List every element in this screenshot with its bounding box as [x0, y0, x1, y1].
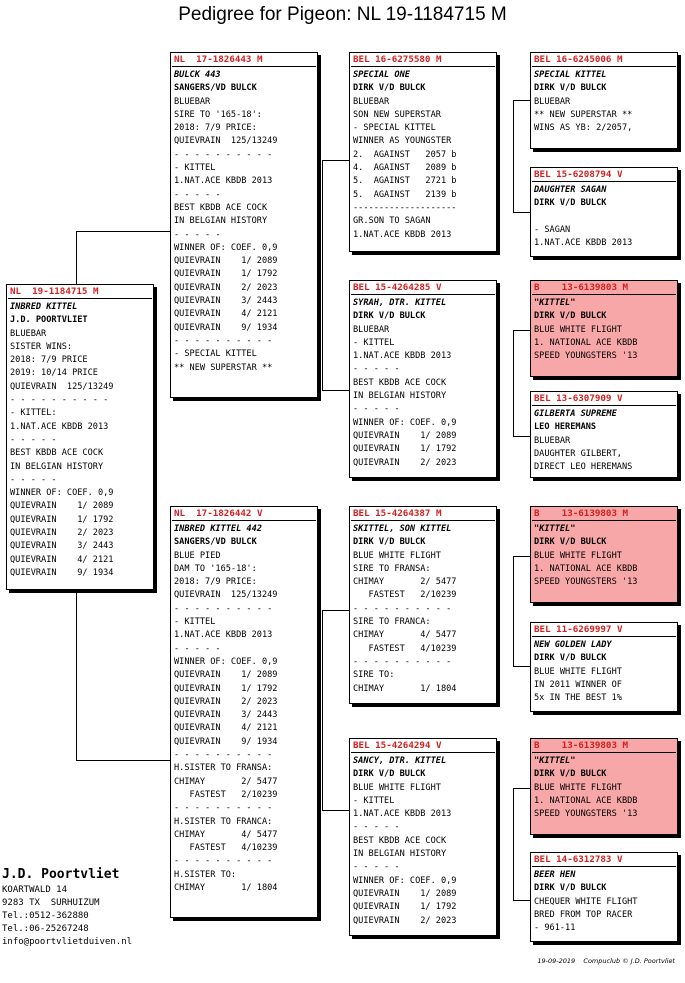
pedigree-note-line: BEST KBDB ACE COCK	[353, 377, 447, 388]
pedigree-note-line: QUIEVRAIN 4/ 2121	[174, 309, 278, 320]
pedigree-note-line: GR.SON TO SAGAN	[353, 216, 431, 227]
owner-address-line: KOARTWALD 14	[2, 885, 68, 895]
pedigree-note-line: BLUE WHITE FLIGHT	[534, 666, 622, 677]
pigeon-name: "KITTEL"	[534, 298, 576, 308]
pigeon-name: SPECIAL ONE	[353, 70, 410, 80]
pedigree-note-line: - - - - -	[353, 364, 400, 375]
owner-mobile: Tel.:06-25267248	[2, 924, 89, 934]
pedigree-note-line: BLUE WHITE FLIGHT	[353, 550, 441, 561]
owner-address-line: 9283 TX SURHUIZUM	[2, 898, 100, 908]
pedigree-note-line: 1.NAT.ACE KBDB 2013	[353, 351, 452, 362]
pedigree-note-line: CHIMAY 1/ 1804	[174, 883, 278, 894]
breeder-name: SANGERS/VD BULCK	[174, 537, 257, 548]
pedigree-note-line: QUIEVRAIN 1/ 1792	[174, 683, 278, 694]
pedigree-note-line: - KITTEL:	[10, 408, 57, 419]
ring-number: BEL 15-4264294 V	[353, 740, 442, 751]
pedigree-note-line: 2. AGAINST 2057 b	[353, 149, 457, 160]
pedigree-note-line: QUIEVRAIN 4/ 2121	[174, 723, 278, 734]
pedigree-note-line: FASTEST 4/10239	[174, 843, 278, 854]
pedigree-note-line: - - - - -	[353, 404, 400, 415]
card-divider	[172, 520, 316, 521]
pedigree-note-line: - SAGAN	[534, 224, 571, 235]
pedigree-note-line: - - - - - - - - - -	[174, 803, 273, 814]
pedigree-note-line: SPEED YOUNGSTERS '13	[534, 809, 638, 820]
pedigree-note-line: 4. AGAINST 2089 b	[353, 163, 457, 174]
pedigree-note-line: QUIEVRAIN 9/ 1934	[174, 322, 278, 333]
breeder-name: DIRK V/D BULCK	[534, 83, 607, 94]
pigeon-name: "KITTEL"	[534, 524, 576, 534]
card-divider	[351, 752, 495, 753]
pedigree-note-line: SIRE TO FRANSA:	[353, 563, 431, 574]
breeder-name: LEO HEREMANS	[534, 422, 597, 433]
pedigree-note-line: CHEQUER WHITE FLIGHT	[534, 896, 638, 907]
pedigree-note-line: QUIEVRAIN 1/ 2089	[353, 888, 457, 899]
pigeon-card-subject	[6, 284, 154, 590]
pedigree-note-line: 1.NAT.ACE KBDB 2013	[174, 630, 273, 641]
card-divider	[532, 520, 676, 521]
breeder-name: DIRK V/D BULCK	[534, 769, 607, 780]
pedigree-note-line: ** NEW SUPERSTAR **	[174, 362, 273, 373]
pedigree-note-line: - - - - - - - - - -	[174, 603, 273, 614]
pedigree-note-line: BLUE WHITE FLIGHT	[534, 550, 622, 561]
pedigree-note-line: - SPECIAL KITTEL	[353, 123, 436, 134]
connector-line	[513, 556, 530, 557]
ring-number: B 13-6139803 M	[534, 508, 629, 519]
pedigree-note-line: 1.NAT.ACE KBDB 2013	[353, 809, 452, 820]
card-divider	[532, 752, 676, 753]
breeder-name: SANGERS/VD BULCK	[174, 83, 257, 94]
pedigree-note-line: 1.NAT.ACE KBDB 2013	[10, 421, 109, 432]
pedigree-note-line: SPEED YOUNGSTERS '13	[534, 577, 638, 588]
pedigree-note-line: QUIEVRAIN 2/ 2023	[353, 457, 457, 468]
pigeon-name: SANCY, DTR. KITTEL	[353, 756, 447, 766]
card-divider	[172, 66, 316, 67]
owner-name: J.D. Poortvliet	[2, 867, 120, 882]
pedigree-note-line: 2018: 7/9 PRICE	[10, 355, 88, 366]
owner-block	[2, 866, 132, 949]
connector-line	[322, 810, 349, 811]
pedigree-note-line: - KITTEL	[353, 337, 395, 348]
pedigree-note-line: CHIMAY 2/ 5477	[353, 577, 457, 588]
pedigree-note-line: SIRE TO FRANCA:	[353, 617, 431, 628]
pedigree-note-line: BLUEBAR	[534, 435, 571, 446]
breeder-name: DIRK V/D BULCK	[353, 311, 426, 322]
pedigree-note-line: - - - - - - - - - -	[10, 395, 109, 406]
pigeon-card-ggp-7	[530, 738, 678, 835]
connector-line	[76, 231, 77, 284]
pedigree-note-line: QUIEVRAIN 1/ 1792	[353, 444, 457, 455]
pedigree-note-line: BLUEBAR	[10, 328, 47, 339]
pedigree-note-line: WINNER AS YOUNGSTER	[353, 136, 452, 147]
breeder-name: DIRK V/D BULCK	[534, 198, 607, 209]
connector-line	[76, 231, 170, 232]
ring-number: BEL 16-6245006 M	[534, 54, 623, 65]
pedigree-note-line: SPEED YOUNGSTERS '13	[534, 351, 638, 362]
connector-line	[322, 610, 349, 611]
ring-number: BEL 13-6307909 V	[534, 393, 623, 404]
pigeon-card-ggp-2	[530, 167, 678, 257]
ring-number: BEL 11-6269997 V	[534, 624, 623, 635]
pedigree-note-line: QUIEVRAIN 2/ 2023	[174, 696, 278, 707]
pedigree-note-line: 1. NATIONAL ACE KBDB	[534, 795, 638, 806]
connector-line	[513, 900, 530, 901]
pedigree-note-line: 2019: 10/14 PRICE	[10, 368, 98, 379]
breeder-name: DIRK V/D BULCK	[353, 769, 426, 780]
card-divider	[351, 294, 495, 295]
breeder-name: J.D. POORTVLIET	[10, 315, 88, 326]
pedigree-note-line: - - - - -	[174, 643, 221, 654]
pedigree-note-line: H.SISTER TO FRANSA:	[174, 763, 273, 774]
pedigree-note-line: QUIEVRAIN 1/ 2089	[174, 256, 278, 267]
pedigree-note-line: QUIEVRAIN 3/ 2443	[10, 541, 114, 552]
pedigree-note-line: FASTEST 4/10239	[353, 643, 457, 654]
ring-number: B 13-6139803 M	[534, 282, 629, 293]
pedigree-note-line: - - - - -	[10, 434, 57, 445]
pigeon-card-ggp-4	[530, 391, 678, 478]
pedigree-note-line: 1. NATIONAL ACE KBDB	[534, 563, 638, 574]
card-divider	[532, 405, 676, 406]
ring-number: NL 17-1826442 V	[174, 508, 263, 519]
connector-line	[513, 788, 530, 789]
pedigree-note-line: H.SISTER TO:	[174, 869, 237, 880]
pedigree-note-line: SISTER WINS:	[10, 341, 73, 352]
pedigree-note-line: QUIEVRAIN 1/ 2089	[174, 670, 278, 681]
pedigree-note-line: 1.NAT.ACE KBDB 2013	[353, 229, 452, 240]
pedigree-note-line: BLUEBAR	[353, 96, 390, 107]
pedigree-note-line: WINNER OF: COEF. 0,9	[353, 875, 457, 886]
ring-number: BEL 15-6208794 V	[534, 169, 623, 180]
pedigree-note-line: - - - - - - - - - -	[174, 149, 273, 160]
pedigree-note-line: - - - - - - - - - -	[174, 750, 273, 761]
connector-line	[513, 330, 530, 331]
breeder-name: DIRK V/D BULCK	[534, 311, 607, 322]
pedigree-note-line: CHIMAY 4/ 5477	[174, 829, 278, 840]
pedigree-note-line: BLUE WHITE FLIGHT	[534, 324, 622, 335]
connector-line	[513, 436, 530, 437]
pedigree-note-line: - KITTEL	[174, 163, 216, 174]
pedigree-note-line: BRED FROM TOP RACER	[534, 909, 633, 920]
pedigree-note-line: IN BELGIAN HISTORY	[10, 461, 104, 472]
pedigree-note-line: BLUEBAR	[353, 324, 390, 335]
pedigree-note-line: CHIMAY 2/ 5477	[174, 776, 278, 787]
pigeon-card-dam-sire	[349, 506, 497, 704]
pedigree-note-line: BLUE PIED	[174, 550, 221, 561]
connector-line	[76, 590, 77, 760]
connector-line	[322, 160, 349, 161]
pedigree-note-line: QUIEVRAIN 1/ 1792	[353, 902, 457, 913]
pedigree-note-line: QUIEVRAIN 9/ 1934	[10, 567, 114, 578]
pigeon-card-dam-dam	[349, 738, 497, 936]
pigeon-name: SYRAH, DTR. KITTEL	[353, 298, 447, 308]
pigeon-name: SPECIAL KITTEL	[534, 70, 607, 80]
pedigree-note-line: BLUE WHITE FLIGHT	[353, 782, 441, 793]
breeder-name: DIRK V/D BULCK	[353, 83, 426, 94]
pedigree-note-line: - - - - - - - - - -	[174, 856, 273, 867]
breeder-name: DIRK V/D BULCK	[534, 653, 607, 664]
pedigree-note-line: WINNER OF: COEF. 0,9	[10, 488, 114, 499]
pigeon-card-dam	[170, 506, 318, 918]
footer-credit: 19-09-2019 Compuclub © J.D. Poortvliet	[537, 957, 675, 965]
pedigree-note-line: FASTEST 2/10239	[174, 789, 278, 800]
pedigree-note-line: - - - - - - - - - -	[174, 335, 273, 346]
pigeon-card-sire-sire	[349, 52, 497, 252]
owner-email: info@poortvlietduiven.nl	[2, 937, 133, 947]
pedigree-note-line: SON NEW SUPERSTAR	[353, 109, 441, 120]
pedigree-note-line: 5x IN THE BEST 1%	[534, 693, 622, 704]
pedigree-note-line: BLUEBAR	[174, 96, 211, 107]
pedigree-note-line: - 961-11	[534, 923, 576, 934]
ring-number: BEL 16-6275580 M	[353, 54, 442, 65]
pigeon-card-sire-dam	[349, 280, 497, 478]
pedigree-note-line: QUIEVRAIN 125/13249	[174, 136, 278, 147]
pedigree-note-line: QUIEVRAIN 125/13249	[10, 381, 114, 392]
pigeon-name: BEER HEN	[534, 870, 576, 880]
pedigree-note-line: QUIEVRAIN 2/ 2023	[10, 528, 114, 539]
connector-line	[322, 390, 349, 391]
pedigree-note-line: DAUGHTER GILBERT,	[534, 448, 622, 459]
pedigree-note-line: WINS AS YB: 2/2057,	[534, 123, 633, 134]
connector-line	[513, 100, 514, 212]
connector-line	[513, 556, 514, 666]
pedigree-note-line: WINNER OF: COEF. 0,9	[174, 656, 278, 667]
card-divider	[351, 66, 495, 67]
pedigree-note-line: - - - - -	[174, 229, 221, 240]
pedigree-note-line: IN BELGIAN HISTORY	[353, 391, 447, 402]
card-divider	[351, 520, 495, 521]
pedigree-note-line: --------------------	[353, 202, 457, 213]
pedigree-note-line: - - - - - - - - - -	[353, 603, 452, 614]
ring-number: NL 17-1826443 M	[174, 54, 263, 65]
breeder-name: DIRK V/D BULCK	[534, 537, 607, 548]
pedigree-note-line: IN BELGIAN HISTORY	[174, 216, 268, 227]
pedigree-note-line: H.SISTER TO FRANCA:	[174, 816, 273, 827]
pedigree-note-line: ** NEW SUPERSTAR **	[534, 109, 633, 120]
connector-line	[76, 760, 170, 761]
pigeon-name: "KITTEL"	[534, 756, 576, 766]
pedigree-note-line: QUIEVRAIN 4/ 2121	[10, 554, 114, 565]
breeder-name: DIRK V/D BULCK	[353, 537, 426, 548]
pedigree-note-line: QUIEVRAIN 1/ 1792	[10, 514, 114, 525]
card-divider	[532, 294, 676, 295]
pedigree-note-line: QUIEVRAIN 9/ 1934	[174, 736, 278, 747]
ring-number: B 13-6139803 M	[534, 740, 629, 751]
pedigree-note-line: - - - - - - - - - -	[353, 656, 452, 667]
connector-line	[513, 100, 530, 101]
connector-line	[322, 610, 323, 810]
card-divider	[532, 866, 676, 867]
pigeon-card-ggp-5	[530, 506, 678, 603]
pedigree-note-line: 1.NAT.ACE KBDB 2013	[534, 238, 633, 249]
page-title: Pedigree for Pigeon: NL 19-1184715 M	[178, 4, 507, 25]
pedigree-note-line	[531, 211, 677, 224]
breeder-name: DIRK V/D BULCK	[534, 883, 607, 894]
pigeon-name: BULCK 443	[174, 70, 221, 80]
card-divider	[8, 298, 152, 299]
ring-number: NL 19-1184715 M	[10, 286, 99, 297]
pedigree-note-line: SIRE TO:	[353, 670, 395, 681]
pedigree-note-line: QUIEVRAIN 1/ 2089	[10, 501, 114, 512]
pedigree-note-line: CHIMAY 4/ 5477	[353, 630, 457, 641]
connector-line	[513, 666, 530, 667]
pigeon-name: INBRED KITTEL	[10, 302, 78, 312]
pigeon-name: NEW GOLDEN LADY	[534, 640, 612, 650]
pedigree-note-line: BLUEBAR	[534, 96, 571, 107]
ring-number: BEL 14-6312783 V	[534, 854, 623, 865]
pedigree-note-line: BEST KBDB ACE COCK	[174, 202, 268, 213]
pigeon-card-ggp-3	[530, 280, 678, 377]
pedigree-note-line: - KITTEL	[174, 617, 216, 628]
pedigree-note-line: DIRECT LEO HEREMANS	[534, 462, 633, 473]
card-divider	[532, 66, 676, 67]
ring-number: BEL 15-4264387 M	[353, 508, 442, 519]
pedigree-note-line: - - - - -	[353, 862, 400, 873]
pedigree-note-line: 5. AGAINST 2721 b	[353, 176, 457, 187]
pigeon-card-ggp-1	[530, 52, 678, 149]
pedigree-note-line: BEST KBDB ACE COCK	[10, 448, 104, 459]
pedigree-note-line: - - - - -	[353, 822, 400, 833]
ring-number: BEL 15-4264285 V	[353, 282, 442, 293]
pedigree-note-line: 1. NATIONAL ACE KBDB	[534, 337, 638, 348]
pedigree-note-line: 5. AGAINST 2139 b	[353, 189, 457, 200]
pedigree-note-line: CHIMAY 1/ 1804	[353, 683, 457, 694]
pedigree-note-line: - - - - -	[10, 474, 57, 485]
connector-line	[513, 212, 530, 213]
connector-line	[513, 330, 514, 436]
owner-phone: Tel.:0512-362880	[2, 911, 89, 921]
pedigree-note-line: DAM TO '165-18':	[174, 563, 257, 574]
card-divider	[532, 181, 676, 182]
connector-line	[322, 160, 323, 390]
pedigree-note-line: 2018: 7/9 PRICE:	[174, 123, 257, 134]
pedigree-note-line: QUIEVRAIN 125/13249	[174, 590, 278, 601]
pigeon-name: SKITTEL, SON KITTEL	[353, 524, 452, 534]
pigeon-name: GILBERTA SUPREME	[534, 409, 617, 419]
pedigree-note-line: QUIEVRAIN 2/ 2023	[174, 282, 278, 293]
pedigree-note-line: 1.NAT.ACE KBDB 2013	[174, 176, 273, 187]
pedigree-note-line: - - - - -	[174, 189, 221, 200]
pedigree-note-line: QUIEVRAIN 1/ 2089	[353, 430, 457, 441]
pedigree-note-line: SIRE TO '165-18':	[174, 109, 262, 120]
pedigree-note-line: IN BELGIAN HISTORY	[353, 849, 447, 860]
card-divider	[532, 636, 676, 637]
pedigree-note-line: QUIEVRAIN 3/ 2443	[174, 710, 278, 721]
pigeon-name: DAUGHTER SAGAN	[534, 185, 607, 195]
connector-line	[513, 788, 514, 900]
pedigree-note-line: FASTEST 2/10239	[353, 590, 457, 601]
pedigree-note-line: - SPECIAL KITTEL	[174, 349, 257, 360]
pigeon-card-ggp-8	[530, 852, 678, 942]
pedigree-note-line: - KITTEL	[353, 795, 395, 806]
pigeon-card-ggp-6	[530, 622, 678, 712]
pigeon-card-sire	[170, 52, 318, 398]
pedigree-note-line: BLUE WHITE FLIGHT	[534, 782, 622, 793]
pedigree-note-line: QUIEVRAIN 1/ 1792	[174, 269, 278, 280]
pedigree-note-line: WINNER OF: COEF. 0,9	[174, 242, 278, 253]
pedigree-note-line: 2018: 7/9 PRICE:	[174, 577, 257, 588]
pedigree-note-line: QUIEVRAIN 2/ 2023	[353, 915, 457, 926]
pigeon-name: INBRED KITTEL 442	[174, 524, 262, 534]
pedigree-note-line: BEST KBDB ACE COCK	[353, 835, 447, 846]
pedigree-note-line: QUIEVRAIN 3/ 2443	[174, 296, 278, 307]
pedigree-note-line: IN 2011 WINNER OF	[534, 679, 622, 690]
pedigree-note-line: WINNER OF: COEF. 0,9	[353, 417, 457, 428]
